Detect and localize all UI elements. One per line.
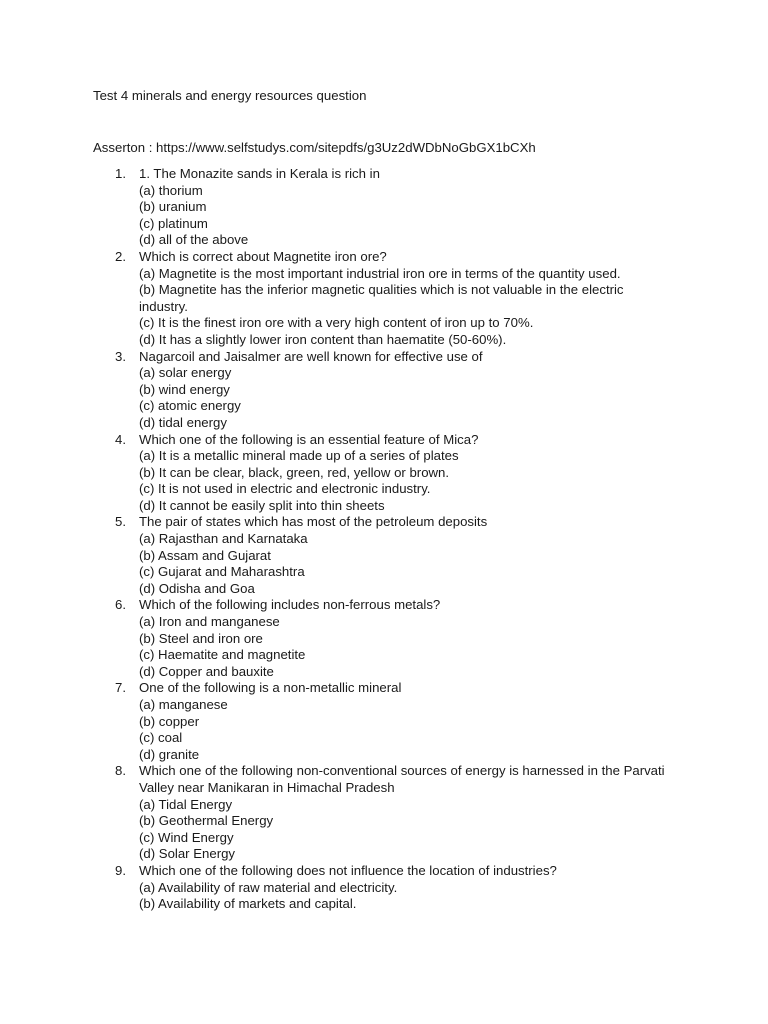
- question-number: 5.: [115, 514, 126, 530]
- question-list: [115, 166, 675, 913]
- question-item: [115, 763, 675, 863]
- question-number: 9.: [115, 862, 126, 878]
- question-text: Which one of the following is an essential feature of Mica?: [139, 431, 479, 447]
- question-number: 2.: [115, 248, 126, 264]
- answer-option: (a) manganese: [139, 697, 228, 712]
- answer-option: (c) It is not used in electric and electronic industry.: [139, 481, 431, 497]
- answer-option: (d) Solar Energy: [139, 846, 236, 862]
- question-number: 7.: [115, 680, 126, 696]
- question-text: The pair of states which has most of the petroleum deposits: [139, 514, 488, 530]
- answer-option: (b) Availability of markets and capital.: [139, 896, 357, 912]
- question-text: Which is correct about Magnetite iron ore?: [139, 248, 387, 264]
- question-number: 3.: [115, 348, 126, 364]
- answer-option: (c) Haematite and magnetite: [139, 647, 306, 663]
- answer-option: (c) atomic energy: [139, 398, 241, 414]
- answer-option: (b) copper: [139, 713, 200, 729]
- answer-option: (a) Rajasthan and Karnataka: [139, 531, 308, 547]
- assertion-link-line: Asserton : https://www.selfstudys.com/sitepdfs/g3Uz2dWDbNoGbGX1bCXh: [93, 140, 536, 155]
- question-number: 6.: [115, 597, 126, 613]
- answer-option: (c) It is the finest iron ore with a very high content of iron up to 70%.: [139, 315, 534, 331]
- question-item: [115, 349, 675, 432]
- answer-option: (d) It has a slightly lower iron content than haematite (50-60%).: [139, 331, 507, 347]
- answer-option: (a) It is a metallic mineral made up of a series of plates: [139, 448, 459, 464]
- question-item: [115, 863, 675, 913]
- question-item: [115, 597, 675, 680]
- question-text: Nagarcoil and Jaisalmer are well known for effective use of: [139, 348, 483, 364]
- answer-option: (d) Odisha and Goa: [139, 580, 255, 596]
- question-text: Which one of the following does not influence the location of industries?: [139, 862, 557, 878]
- question-number: 4.: [115, 431, 126, 447]
- question-text: Which one of the following non-conventional sources of energy is harnessed in the Parvati Valley near Manikaran in Himachal Pradesh: [139, 763, 665, 795]
- question-item: [115, 249, 675, 349]
- answer-option: (a) Tidal Energy: [139, 796, 233, 812]
- answer-option: (c) Wind Energy: [139, 829, 234, 845]
- answer-option: (a) solar energy: [139, 365, 232, 381]
- answer-option: (b) wind energy: [139, 381, 230, 397]
- answer-option: (b) Magnetite has the inferior magnetic qualities which is not valuable in the electric industry.: [139, 282, 624, 314]
- answer-option: (c) platinum: [139, 215, 208, 231]
- answer-option: (b) Assam and Gujarat: [139, 547, 271, 563]
- question-text: 1. The Monazite sands in Kerala is rich in: [139, 166, 380, 181]
- answer-option: (d) tidal energy: [139, 414, 227, 430]
- answer-option: (d) Copper and bauxite: [139, 663, 274, 679]
- answer-option: (d) all of the above: [139, 232, 249, 248]
- answer-option: (b) It can be clear, black, green, red, yellow or brown.: [139, 464, 450, 480]
- answer-option: (a) Availability of raw material and electricity.: [139, 879, 398, 895]
- question-text: One of the following is a non-metallic mineral: [139, 680, 402, 696]
- question-item: [115, 680, 675, 763]
- answer-option: (a) thorium: [139, 182, 203, 198]
- answer-option: (c) coal: [139, 730, 183, 746]
- question-item: [115, 166, 675, 249]
- question-number: 1.: [115, 166, 126, 181]
- question-text: Which of the following includes non-ferrous metals?: [139, 597, 441, 613]
- question-number: 8.: [115, 763, 126, 779]
- answer-option: (d) granite: [139, 746, 200, 762]
- answer-option: (c) Gujarat and Maharashtra: [139, 564, 305, 580]
- question-item: [115, 514, 675, 597]
- document-title: Test 4 minerals and energy resources question: [93, 88, 367, 103]
- answer-option: (b) Steel and iron ore: [139, 630, 263, 646]
- answer-option: (b) uranium: [139, 199, 207, 215]
- answer-option: (d) It cannot be easily split into thin sheets: [139, 497, 385, 513]
- question-item: [115, 432, 675, 515]
- answer-option: (b) Geothermal Energy: [139, 813, 274, 829]
- answer-option: (a) Iron and manganese: [139, 614, 280, 630]
- answer-option: (a) Magnetite is the most important industrial iron ore in terms of the quantity used.: [139, 265, 621, 281]
